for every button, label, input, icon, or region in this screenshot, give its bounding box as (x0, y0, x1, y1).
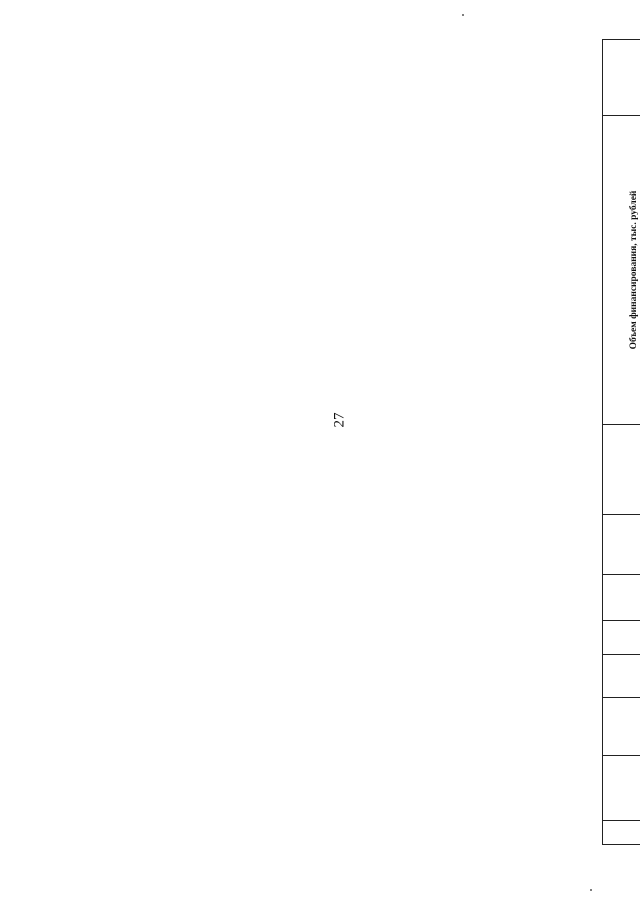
header-ownership (603, 655, 640, 698)
header-term (603, 621, 640, 655)
header-num (603, 821, 640, 845)
header-period (603, 425, 640, 515)
rotated-table-container (602, 40, 640, 845)
header-row-1 (603, 40, 640, 845)
header-funding: Объем финансирования, тыс. рублей (603, 116, 640, 425)
header-capacity (603, 575, 640, 621)
header-expertise (603, 515, 640, 575)
scan-speck (590, 889, 592, 891)
header-name (603, 756, 640, 821)
header-result (603, 40, 640, 116)
page-number: 27 (331, 412, 348, 428)
header-grbs (603, 698, 640, 756)
scan-speck (462, 14, 464, 16)
financing-table (602, 39, 640, 845)
